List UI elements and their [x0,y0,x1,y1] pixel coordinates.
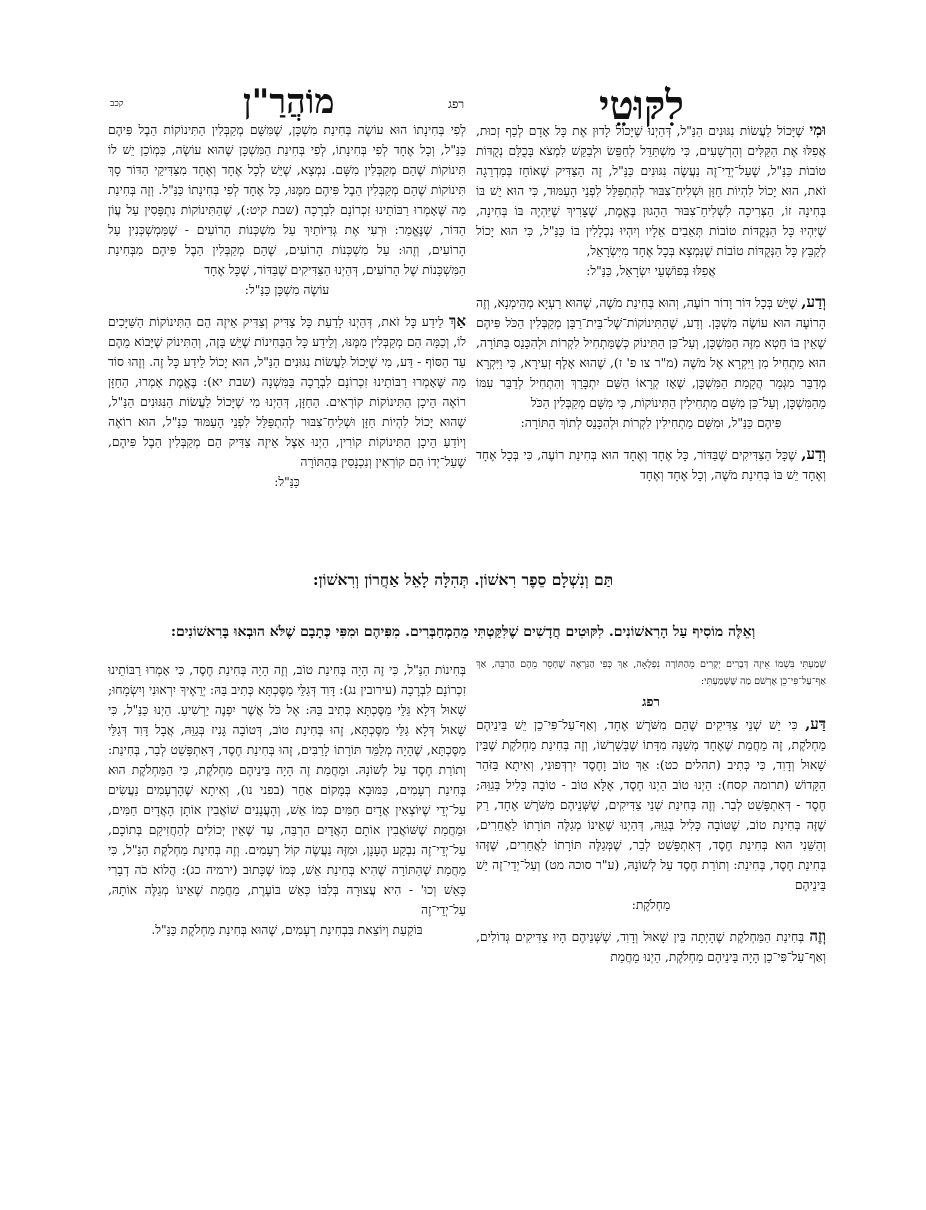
addendum-heading: וְאֵלֶּה מוֹסִיף עַל הָרִאשׁוֹנִים. לִקּוּטִים חֲדָשִׁים שֶׁלִּקַּטְתִּי מֵהַמְחַבְּרִים. מִפִּיהֶם וּמִפִּי כְּתָבָם שֶׁלֹּא הוּבְאוּ בָּרִאשׁוֹנִים: [170,624,756,640]
paragraph-tail: פִּיהֶם כַּנַּ"ל, וּמִשָּׁם מַתְחִילִין לִקְרוֹת וּלְהִכָּנֵס לְתוֹךְ הַתּוֹרָה: [520,416,782,430]
paragraph-lead-word: אַךְ [449,312,466,330]
paragraph [108,311,466,492]
running-title-left: מוֹהֲרַ"ן [243,82,335,122]
running-title-right: לִקּוּטֵי [599,82,684,129]
paragraph-text: לְפִי בְּחִינָתוֹ הוּא עוֹשֶׂה בְּחִינַת מִשְׁכָּן, שֶׁמִּשָּׁם מְקַבְּלִין הַתִּינוֹקוֹת הַבֶל פִּיהֶם כַּנַּ"ל, וְכָל אֶחָד לְפִי בְּחִינָתוֹ, לְפִי בְּחִינַת הַמִּשְׁכָּן שֶׁהוּא עוֹשֶׂה, כִּמְוֹכֵן יֵשׁ לוֹ תִּינוֹקוֹת שֶׁהֵם מְקַבְּלִין מִשָּׁם. נִמְצָא, שֶׁיֵּשׁ לְכָל אֶחָד וְאֶחָד מִצַּדִּיקֵי הַדּוֹר סָךְ תִּינוֹקוֹת שֶׁהֵם מְקַבְּלִין הַבֶל פִּיהֶם מִמֶּנּוּ, כָּל אֶחָד לְפִי בְּחִינָתוֹ כַּנַּ"ל. וְזֶה בְּחִינַת מַה שֶּׁאָמְרוּ רַבּוֹתֵינוּ זִכְרוֹנָם לִבְרָכָה (שבת קיט:), שֶׁהַתִּינוֹקוֹת נִתְפָּסִין עַל עֲוֹן הַדּוֹר, שֶׁנֶּאֱמַר: וּרְעִי אֶת גְּדִיּוֹתַיִךְ עַל מִשְׁכְּנוֹת הָרוֹעִים - שֶׁמַּמְשְׁכְּנִין עַל הָרוֹעִים, וְזֶהוּ: עַל מִשְׁכְּנוֹת הָרוֹעִים, שֶׁהֵם מְקַבְּלִין הַבֶל פִּיהֶם מִבְּחִינַת הַמִּשְׁכָּנוֹת שֶׁל הָרוֹעִים, דְּהַיְנוּ הַצַּדִּיקִים שֶׁבַּדּוֹר, שֶׁכָּל אֶחָד [108,123,466,277]
paragraph-text: שֶׁיָּכוֹל לַעֲשׂוֹת נִגּוּנִים הַנַּ"ל, דְּהַיְנוּ שֶׁיָּכוֹל לָדוּן אֶת כָּל אָדָם לְכַף זְכוּת, אֲפִלּוּ אֶת הַקַּלִּים וְהָרְשָׁעִים, כִּי מִשְׁתַּדֵּל לְחַפֵּשׂ וּלְבַקֵּשׁ לִמְצֹא בָּכֻלָּם נְקֻדּוֹת טוֹבוֹת כַּנַּ"ל, שֶׁעַל־יְדֵי־זֶה נַעֲשֶׂה נִגּוּנִים כַּנַּ"ל, זֶה הַצַּדִּיק שֶׁאוֹחֵז בְּמַדְרֵגָה זֹאת, הוּא יָכוֹל לִהְיוֹת חַזָּן וּשְׁלִיחַ־צִבּוּר לְהִתְפַּלֵּל לִפְנֵי הָעַמּוּד, כִּי הוּא יֵשׁ בּוֹ בְּחִינָה זוֹ, הַצְּרִיכָה לִשְׁלִיחַ־צִבּוּר הַהָגוּן בֶּאֱמֶת, שֶׁצָּרִיךְ שֶׁיִּהְיֶה בּוֹ בְּחִינָה, שֶׁיִּהְיוּ כָּל הַנְּקֻדּוֹת טוֹבוֹת תְּאֵבִים אֵלָיו וְיִהְיוּ נִכְלָלִין בּוֹ כַּנַּ"ל, כִּי הוּא יָכוֹל לְקַבֵּץ כָּל הַנְּקֻדּוֹת טוֹבוֹת שֶׁנִּמְצָא בְּכָל אֶחָד מִיִּשְׂרָאֵל, [476,124,826,258]
paragraph-text: בְּחִינוֹת הַנַּ"ל, כִּי זֶה הָיָה בְּחִינַת טוֹב, וְזֶה הָיָה בְּחִינַת חֶסֶד, כִּי אָמְרוּ רַבּוֹתֵינוּ זִכְרוֹנָם לִבְרָכָה (עירובין נג): דָּוִד דְּגַלֵּי מַסֶּכְתָּא כְּתִיב בֵּהּ: יְרֵאֶיךָ יִרְאוּנִי וְיִשְׂמָחוּ; שָׁאוּל דְּלָא גַּלֵּי מַסֶּכְתָּא כְּתִיב בֵּהּ: אֶל כֹּל אֲשֶׁר יִפְנֶה יַרְשִׁיעַ. הַיְנוּ כַּנַּ"ל, כִּי שָׁאוּל דְּלָא גַּלֵּי מַסֶּכְתָּא, זֶהוּ בְּחִינַת טוֹב, דְּטוֹבָה גָּנִיז בְּגַוֵּהּ, אֲבָל דָּוִד דְּגַלֵּי מַסֶּכְתָּא, שֶׁהָיָה מְלַמֵּד תּוֹרָתוֹ לָרַבִּים, זֶהוּ בְּחִינַת חֶסֶד, דְּאִתְפָּשַׁט לְבַר, בְּחִינַת: וְתוֹרַת חֶסֶד עַל לְשׁוֹנָהּ. וּמֵחֲמַת זֶה הָיָה בֵּינֵיהֶם מַחְלֹקֶת, כִּי הַמַּחְלֹקֶת הוּא בְּחִינַת רְעָמִים, כַּמּוּבָא בְּמָקוֹם אַחֵר (בפני נו), וְאִיתָא שֶׁהָרְעָמִים נַעֲשִׂים עַל־יְדֵי שֶׁיּוֹצְאִין אֲדָיִם חַמִּים כְּמוֹ אֵשׁ, וְהָעֲנָנִים שׁוֹאֲבִין אוֹתָן הָאֲדָיִם חַמִּים, וּמֵחֲמַת שֶׁשּׁוֹאֲבִין אוֹתָם הָאֲדָיִם הַרְבֵּה, עַד שֶׁאֵין יְכוֹלִים לְהַחֲזִיקָם בְּתוֹכָם, עַל־יְדֵי־זֶה נִבְקַע הֶעָנָן, וּמִזֶּה נַעֲשֶׂה קוֹל רְעָמִים. וְזֶה בְּחִינַת מַחְלֹקֶת הַנַּ"ל, כִּי מֵחֲמַת שֶׁהַתּוֹרָה שֶׁהִיא בְּחִינַת אֵשׁ, כְּמוֹ שֶׁכָּתוּב (ירמיה כג): הֲלוֹא כֹה דְבָרִי כָּאֵשׁ וְכוּ' - הִיא עֲצוּרָה בְּלִבּוֹ כְּאֵשׁ בּוֹעֶרֶת, מֵחֲמַת שֶׁאֵינוֹ מְגַלֶּה אוֹתָהּ, עַל־יְדֵי־זֶה [108,663,466,917]
book-ending-line: תַּם וְנִשְׁלָם סֵפֶר רִאשׁוֹן. תְּהִלָּה לָאֵל אַחֲרוֹן וְרִאשׁוֹן: [312,570,614,589]
paragraph-tail: כַּנַּ"ל: [274,475,300,489]
paragraph [476,714,826,915]
paragraph [476,120,826,281]
column-right-upper [476,120,826,496]
paragraph-text: לֵידַע כָּל זֹאת, דְּהַיְנוּ לָדַעַת כָּל צַדִּיק וְצַדִּיק אֵיזֶה הֵם הַתִּינוֹקוֹת הַשַּׁיָּכִים לוֹ, וְכַמָּה הֵם מְקַבְּלִין מִמֶּנּוּ, וְלֵידַע כָּל הַבְּחִינוֹת שֶׁיֵּשׁ בָּזֶה, וְהַתִּינוֹק שֶׁיָּבוֹא מֵהֶם עַד הַסּוֹף - דַּע, מִי שֶׁיָּכוֹל לַעֲשׂוֹת נִגּוּנִים הַנַּ"ל, הוּא יָכוֹל לֵידַע כָּל זֶה. וְזֶהוּ סוֹד מַה שֶּׁאָמְרוּ רַבּוֹתֵינוּ זִכְרוֹנָם לִבְרָכָה בַּמִּשְׁנָה (שבת יא): בֶּאֱמֶת אָמְרוּ, הַחַזָּן רוֹאֶה הֵיכָן הַתִּינוֹקוֹת קוֹרְאִים. הַחַזָּן, דְּהַיְנוּ מִי שֶׁיָּכוֹל לַעֲשׂוֹת הַנִּגּוּנִים הַנַּ"ל, שֶׁהוּא יָכוֹל לִהְיוֹת חַזָּן וּשְׁלִיחַ־צִבּוּר לְהִתְפַּלֵּל לִפְנֵי הָעַמּוּד כַּנַּ"ל, הוּא רוֹאֶה וְיוֹדֵעַ הֵיכָן הַתִּינוֹקוֹת קוֹרִין, הַיְנוּ אֵצֶל אֵיזֶה צַדִּיק הֵם מְקַבְּלִין הַבֶל פִּיהֶם, שֶׁעַל־יְדוֹ הֵם קוֹרְאִין וְנִכְנָסִין בְּהַתּוֹרָה [108,315,466,469]
paragraph-text: שֶׁכָּל הַצַּדִּיקִים שֶׁבַּדּוֹר, כָּל אֶחָד וְאֶחָד הוּא בְּחִינַת רוֹעֶה, כִּי בְּכָל אֶחָד וְאֶחָד יֵשׁ בּוֹ בְּחִינַת מֹשֶׁה, וְכָל אֶחָד וְאֶחָד [476,448,826,482]
column-right-lower [476,714,826,978]
running-title-center: רפג [448,97,465,111]
paragraph [476,444,826,485]
paragraph-text: שֶׁיֵּשׁ בְּכָל דּוֹר וָדוֹר רוֹעֶה, וְהוּא בְּחִינַת מֹשֶׁה, שֶׁהוּא רַעְיָא מְהֵימְנָא, וְזֶה הָרוֹעֶה הוּא עוֹשֶׂה מִשְׁכָּן. וְדַע, שֶׁהַתִּינוֹקוֹת־שֶׁל־בֵּית־רַבָּן מְקַבְּלִין הַכֹּל פִּיהֶם שֶׁאֵין בּוֹ חֵטְא מִזֶּה הַמִּשְׁכָּן, וְעַל־כֵּן הַתִּינוֹק כְּשֶׁמַּתְחִיל לִקְרוֹת וּלְהִכָּנֵס בַּתּוֹרָה, הוּא מַתְחִיל מִן וַיִּקְרָא אֶל מֹשֶׁה (מ"ר צו פ' ז), שֶׁהוּא אָלֶף זְעִירָא, כִּי וַיִּקְרָא מְדַבֵּר מִגְּמַר הֲקָמַת הַמִּשְׁכָּן, שֶׁאָז קְרָאוֹ הַשֵּׁם יִתְבָּרַךְ וְהִתְחִיל לְדַבֵּר עִמּוֹ מֵהַמִּשְׁכָּן, וְעַל־כֵּן מִשָּׁם מַתְחִילִין הַתִּינוֹקוֹת, כִּי מִשָּׁם מְקַבְּלִין הַכֹּל [476,296,826,410]
paragraph-lead-word: וּמִי [809,121,826,139]
paragraph-tail: עוֹשֶׂה מִשְׁכָּן כַּנַּ"ל: [244,283,330,297]
paragraph-tail: אֲפִלּוּ בְּפוֹשְׁעֵי יִשְׂרָאֵל, כַּנַּ"ל: [586,264,716,278]
paragraph [476,292,826,433]
paragraph-lead-word: וְדַע, [801,445,826,463]
paragraph-lead-word: וְזֶה [809,927,826,945]
paragraph-lead-word: דַּע, [805,715,826,733]
paragraph-text: כִּי יֵשׁ שְׁנֵי צַדִּיקִים שֶׁהֵם מִשֹּׁרֶשׁ אֶחָד, וְאַף־עַל־פִּי־כֵן יֵשׁ בֵּינֵיהֶם מַחְלֹקֶת, זֶה מֵחֲמַת שֶׁאֶחָד מְשַׁנֶּה מִדָּתוֹ שֶׁבְּשָׁרְשׁוֹ, וְזֶה בְּחִינַת מַחְלֹקֶת שֶׁבֵּין שָׁאוּל וְדָוִד, כִּי כְּתִיב (תהלים כט): אַךְ טוֹב וָחֶסֶד יִרְדְּפוּנִי, וְאִיתָא בַּזֹּהַר הַקָּדוֹשׁ (תרומה קסח): הַיְנוּ טוֹב הַיְנוּ חֶסֶד, אֶלָּא טוֹב - טוֹבָה כָּלִיל בְּגַוֵּהּ; חֶסֶד - דְּאִתְפָּשַׁט לְבַר. וְזֶה בְּחִינַת שְׁנֵי צַדִּיקִים, שֶׁשְּׁנֵיהֶם מִשֹּׁרֶשׁ אֶחָד, רַק שֶׁזֶּה בְּחִינַת טוֹב, שֶׁטּוֹבָה כָּלִיל בְּגַוֵּהּ, דְּהַיְנוּ שֶׁאֵינוֹ מְגַלֶּה תּוֹרָתוֹ לַאֲחֵרִים, וְהַשֵּׁנִי הוּא בְּחִינַת חֶסֶד, דְּאִתְפָּשַׁט לְבַר, שֶׁמְּגַלֶּה תּוֹרָתוֹ לַאֲחֵרִים, שֶׁזֶּהוּ בְּחִינַת חֶסֶד, בְּחִינַת: וְתוֹרַת חֶסֶד עַל לְשׁוֹנָהּ, (ע"ר סוכה מט) וְעַל־יְדֵי־זֶה יֵשׁ בֵּינֵיהֶם [476,718,826,892]
section-note: שְׁמַעְתִּי בִּשְׁמוֹ אֵיזֶה דְּבָרִים יְקָרִים מֵהַתּוֹרָה נִפְלָאָה, אַךְ כְּפִי הַנִּרְאֶה שֶׁחָסֵר מֵהֶם הַרְבֵּה, אַךְ אַף־עַל־פִּי־כֵן אֶרְשֹׁם מַה שֶּׁשָּׁמַעְתִּי: [476,659,826,687]
page-number: קכב [110,99,124,109]
column-left-lower [108,660,466,951]
paragraph-tail: בּוֹקַעַת וְיוֹצֵאת בִּבְחִינַת רְעָמִים, שֶׁהוּא בְּחִינַת מַחְלֹקֶת כַּנַּ"ל. [151,923,423,937]
paragraph-text: בְּחִינַת הַמַּחְלֹקֶת שֶׁהָיְתָה בֵּין שָׁאוּל וְדָוִד, שֶׁשְּׁנֵיהֶם הָיוּ צַדִּיקִים גְּדוֹלִים, וְאַף־עַל־פִּי־כֵן הָיָה בֵּינֵיהֶם מַחְלֹקֶת, הַיְנוּ מֵחֲמַת [476,930,826,964]
paragraph-tail: מַחְלֹקֶת: [631,898,671,912]
paragraph [108,120,466,300]
paragraph [108,660,466,940]
paragraph-lead-word: וְדַע, [801,293,826,311]
paragraph [476,926,826,967]
section-number: רפג [642,695,660,710]
column-left-upper [108,120,466,503]
